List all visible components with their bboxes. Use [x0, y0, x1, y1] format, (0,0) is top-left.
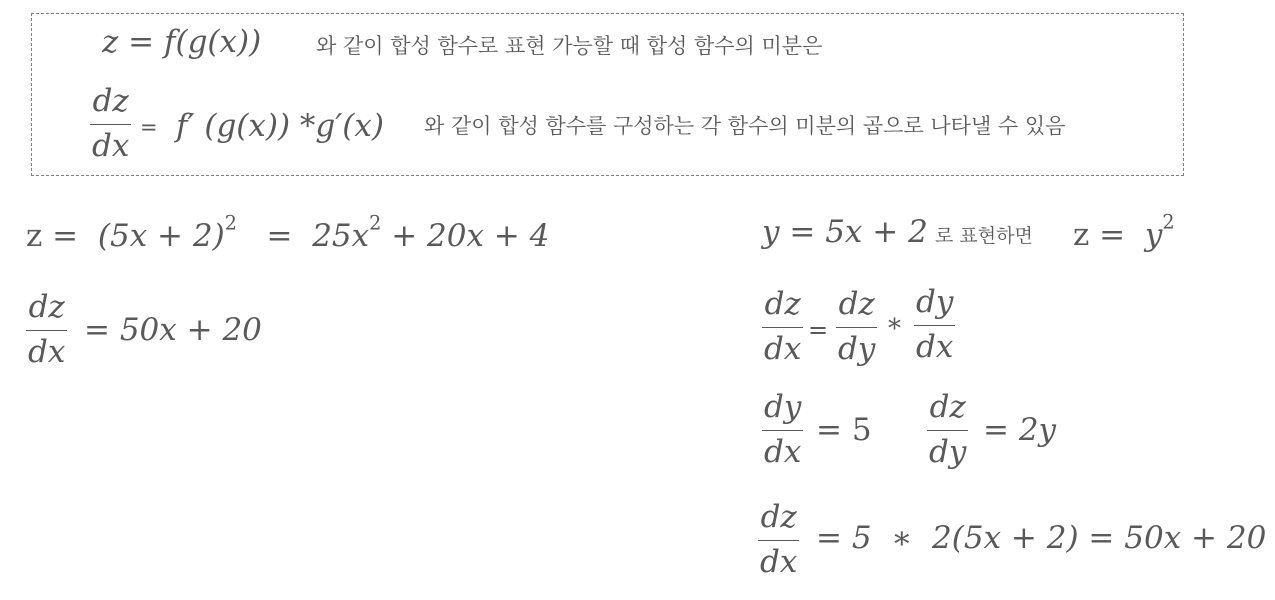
box-frac-denominator: dx [92, 128, 130, 164]
final-result: = 5 ∗ 2(5x + 2) = 50x + 20 [816, 520, 1267, 556]
term-25x: 25x [312, 218, 370, 254]
result-frac-dz-dx [758, 499, 799, 580]
equals-sign: = [266, 218, 293, 254]
chain-frac3-numerator: dy [916, 284, 954, 320]
composite-function-text: 와 같이 합성 함수로 표현 가능할 때 합성 함수의 미분은 [316, 34, 823, 58]
result-frac-denominator: dx [760, 544, 798, 580]
chain-frac2-denominator: dy [838, 331, 876, 367]
deriv-a-denominator: dx [764, 434, 802, 470]
deriv-b-numerator: dz [929, 389, 966, 425]
z-in-terms-of-y [1073, 210, 1175, 253]
expanded-expression [26, 211, 550, 254]
chain-rule-formula: f′ (g(x)) *g′(x) [176, 108, 384, 144]
deriv-b-denominator: dy [929, 434, 967, 470]
z-of-y-base: y [1144, 217, 1163, 253]
deriv-frac-dy-dx [762, 389, 803, 470]
chain-rule-text: 와 같이 합성 함수를 구성하는 각 함수의 미분의 곱으로 나타낼 수 있음 [424, 114, 1066, 138]
substitution-text: 로 표현하면 [935, 225, 1033, 247]
chain-frac-dz-dy [836, 286, 877, 367]
chain-frac1-bar [762, 327, 803, 328]
base-exponent: 2 [224, 211, 237, 235]
box-equals: = [140, 115, 158, 139]
z-of-y-lhs: z = [1073, 217, 1126, 253]
chain-frac2-numerator: dz [838, 286, 875, 322]
deriv-b-bar [927, 430, 968, 431]
deriv-frac-dz-dy [927, 389, 968, 470]
chain-frac-dy-dx [914, 284, 955, 365]
left-derivative-result: = 50x + 20 [84, 312, 262, 348]
deriv-a-numerator: dy [764, 389, 802, 425]
y-definition: y = 5x + 2 [762, 214, 928, 250]
result-frac-numerator: dz [760, 499, 797, 535]
remaining-terms: + 20x + 4 [381, 218, 550, 254]
left-derivative-fraction [26, 289, 67, 370]
squared-base: (5x + 2) [97, 218, 225, 254]
left-frac-denominator: dx [28, 334, 66, 370]
result-frac-bar [758, 540, 799, 541]
chain-frac2-bar [836, 327, 877, 328]
chain-frac1-denominator: dx [764, 331, 802, 367]
chain-times: * [888, 314, 901, 344]
chain-frac3-denominator: dx [916, 329, 954, 365]
deriv-a-result: = 5 [816, 412, 872, 448]
z-lhs: z = [26, 218, 79, 254]
chain-frac-dz-dx [762, 286, 803, 367]
deriv-a-bar [762, 430, 803, 431]
box-frac-numerator: dz [92, 83, 129, 119]
composite-function-formula: z = f(g(x)) [102, 24, 262, 60]
deriv-b-result: = 2y [983, 412, 1057, 448]
box-derivative-fraction [90, 83, 131, 164]
left-frac-numerator: dz [28, 289, 65, 325]
z-of-y-exponent: 2 [1162, 210, 1175, 234]
box-frac-bar [90, 124, 131, 125]
chain-frac1-numerator: dz [764, 286, 801, 322]
term-exponent: 2 [369, 211, 382, 235]
chain-equals: = [808, 316, 829, 344]
left-frac-bar [26, 330, 67, 331]
chain-frac3-bar [914, 325, 955, 326]
